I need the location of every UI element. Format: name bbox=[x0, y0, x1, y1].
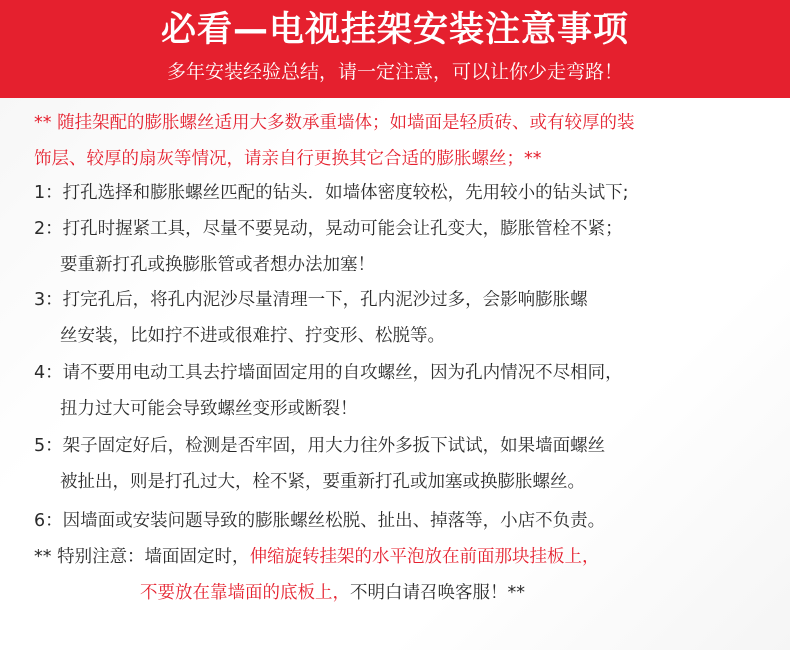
item-line: 5：架子固定好后，检测是否牢固，用大力往外多扳下试试，如果墙面螺丝 bbox=[34, 436, 606, 456]
item-line: 被扯出，则是打孔过大，栓不紧，要重新打孔或加塞或换膨胀螺丝。 bbox=[60, 472, 585, 492]
special-note bbox=[34, 539, 790, 611]
list-item bbox=[34, 503, 790, 539]
header-banner bbox=[0, 0, 790, 98]
list-item bbox=[34, 355, 790, 427]
note-prefix: ** 特别注意：墙面固定时， bbox=[34, 547, 250, 567]
item-line: 4：请不要用电动工具去拧墙面固定用的自攻螺丝，因为孔内情况不尽相同， bbox=[34, 363, 623, 383]
item-line: 扭力过大可能会导致螺丝变形或断裂！ bbox=[60, 399, 358, 419]
intro-line: ** 随挂架配的膨胀螺丝适用大多数承重墙体；如墙面是轻质砖、或有较厚的装 bbox=[34, 113, 635, 133]
list-item bbox=[34, 428, 790, 500]
item-line: 2：打孔时握紧工具，尽量不要晃动，晃动可能会让孔变大，膨胀管栓不紧； bbox=[34, 219, 623, 239]
intro-paragraph bbox=[34, 105, 790, 177]
page-subtitle: 多年安装经验总结，请一定注意，可以让你少走弯路！ bbox=[166, 61, 623, 83]
notice-body bbox=[0, 98, 790, 650]
item-line: 3：打完孔后，将孔内泥沙尽量清理一下，孔内泥沙过多，会影响膨胀螺 bbox=[34, 290, 588, 310]
note-highlight: 伸缩旋转挂架的水平泡放在前面那块挂板上， bbox=[249, 547, 600, 567]
intro-line: 饰层、较厚的扇灰等情况，请亲自行更换其它合适的膨胀螺丝；** bbox=[34, 149, 542, 169]
page-title: 必看—电视挂架安装注意事项 bbox=[160, 10, 629, 50]
note-suffix: 不明白请召唤客服！** bbox=[350, 583, 525, 603]
item-line: 6：因墙面或安装问题导致的膨胀螺丝松脱、扯出、掉落等，小店不负责。 bbox=[34, 511, 606, 531]
item-line: 丝安装，比如拧不进或很难拧、拧变形、松脱等。 bbox=[60, 326, 445, 346]
list-item bbox=[34, 282, 790, 354]
list-item bbox=[34, 175, 790, 211]
list-item bbox=[34, 211, 790, 283]
note-highlight: 不要放在靠墙面的底板上， bbox=[140, 583, 350, 603]
item-line: 要重新打孔或换膨胀管或者想办法加塞！ bbox=[60, 255, 375, 275]
item-line: 1：打孔选择和膨胀螺丝匹配的钻头．如墙体密度较松，先用较小的钻头试下; bbox=[34, 183, 629, 203]
